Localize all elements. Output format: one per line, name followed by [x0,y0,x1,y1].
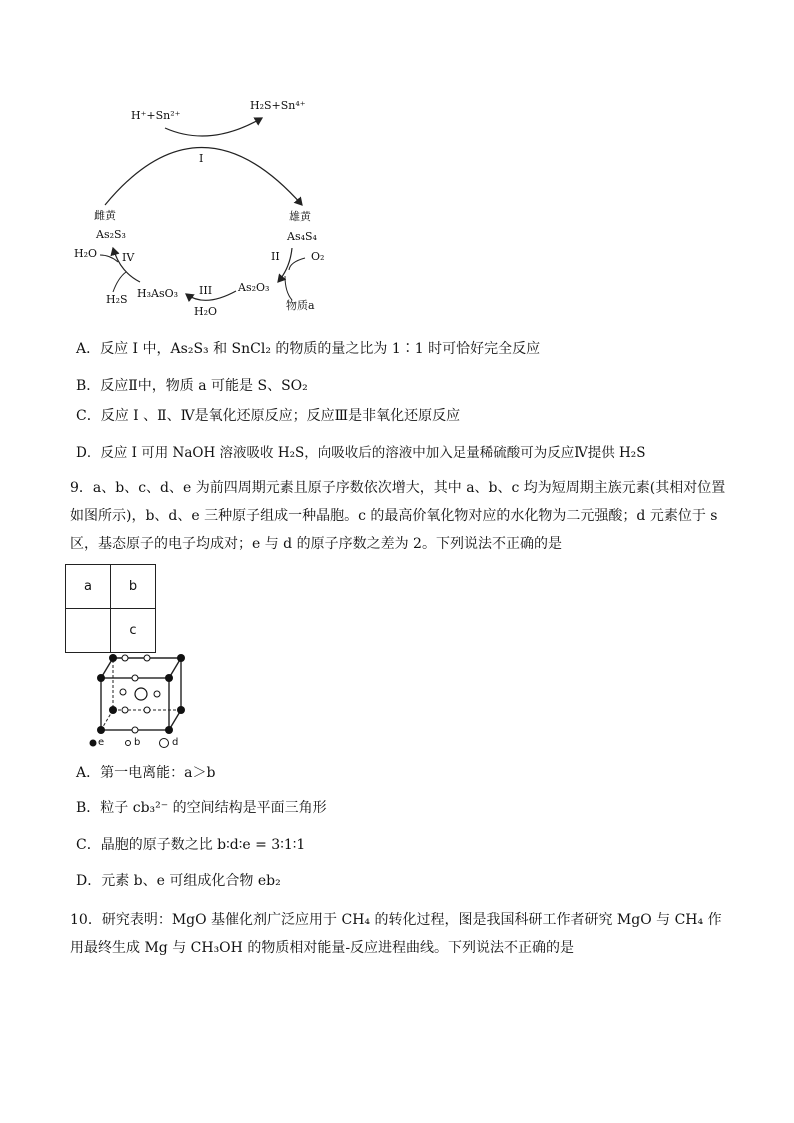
step-III-label: III [199,284,213,297]
atom-b [120,689,126,695]
h3aso3-label: H₃AsO₃ [137,287,179,300]
grid-cell-a: a [66,565,111,609]
atom-e [177,706,185,714]
cell-front-face [101,678,169,730]
atom-d [135,688,147,700]
q9-stem: 9．a、b、c、d、e 为前四周期元素且原子序数依次增大，其中 a、b、c 均为短周期主族元素(其相对位置如图所示)，b、d、e 三种原子组成一种晶胞。c 的最高价氧化物对应的水化物为二元强酸；d 元素位于 s 区，基态原子的电子均成对；e 与 d 的原子序数之差为 2。下列说法不正确的是 [70,480,726,552]
atom-b [132,727,138,733]
o2-curve [289,258,305,270]
element-position-grid [65,564,156,653]
q9-option-b: B．粒子 cb₃²⁻ 的空间结构是平面三角形 [76,800,327,816]
atom-e [177,654,185,662]
atom-b [154,691,160,697]
atom-e [165,674,173,682]
atom-e [165,726,173,734]
as2o3-label: As₂O₃ [238,281,270,294]
h2s-left: H₂S [106,293,128,306]
step-IV-label: IV [122,251,135,264]
atom-b [132,675,138,681]
orpiment-formula: As₄S₄ [287,230,317,243]
realgar-label: 雌黄 [94,209,116,222]
reaction-cycle-diagram [0,0,794,330]
grid-cell-empty [66,609,111,653]
q9-option-c: C．晶胞的原子数之比 b∶d∶e = 3∶1∶1 [76,837,306,853]
legend-e: e [98,737,105,748]
atom-e [97,726,105,734]
legend-d: d [172,737,179,748]
q10-stem: 10．研究表明：MgO 基催化剂广泛应用于 CH₄ 的转化过程，图是我国科研工作者研究 MgO 与 CH₄ 作用最终生成 Mg 与 CH₃OH 的物质相对能量-反应进程曲线。下列说法不正确的是 [70,912,722,956]
q8-option-b: B．反应Ⅱ中，物质 a 可能是 S、SO₂ [76,378,308,394]
cycle-arc-I [105,148,302,206]
q8-option-a: A．反应 I 中，As₂S₃ 和 SnCl₂ 的物质的量之比为 1∶1 时可恰好完全反应 [76,341,541,357]
grid-cell-c: c [111,609,156,653]
q8-option-d: D．反应 I 可用 NaOH 溶液吸收 H₂S，向吸收后的溶液中加入足量稀硫酸可为反应Ⅳ提供 H₂S [76,445,646,461]
h2s-curve [113,272,126,292]
atom-e [109,706,117,714]
legend-marker-e [90,740,97,747]
atom-b [144,707,150,713]
orpiment-label: 雄黄 [289,210,311,223]
step-II-label: II [271,250,280,263]
h2o-left: H₂O [74,247,98,260]
reactants-top: H⁺+Sn²⁺ [131,109,181,122]
products-top: H₂S+Sn⁴⁺ [250,99,306,112]
atom-e [97,674,105,682]
q9-option-d: D．元素 b、e 可组成化合物 eb₂ [76,873,281,889]
atom-b [122,707,128,713]
atom-b [144,655,150,661]
step-I-label: I [199,152,204,165]
grid-cell-b: b [111,565,156,609]
h2o-bottom: H₂O [194,305,218,318]
q9-option-a: A．第一电离能：a＞b [76,765,216,781]
legend-marker-d [160,739,169,748]
substance-a-label: 物质a [286,299,315,312]
cell-back-face [113,658,181,710]
q8-option-c: C．反应 I 、Ⅱ、Ⅳ是氧化还原反应；反应Ⅲ是非氧化还原反应 [76,408,461,424]
legend-b: b [134,737,141,748]
legend-marker-b [126,741,131,746]
crystal-cell [85,650,195,750]
atom-e [109,654,117,662]
cycle-arrows [0,0,794,330]
realgar-formula: As₂S₃ [96,228,126,241]
o2-label: O₂ [311,250,325,263]
atom-b [122,655,128,661]
